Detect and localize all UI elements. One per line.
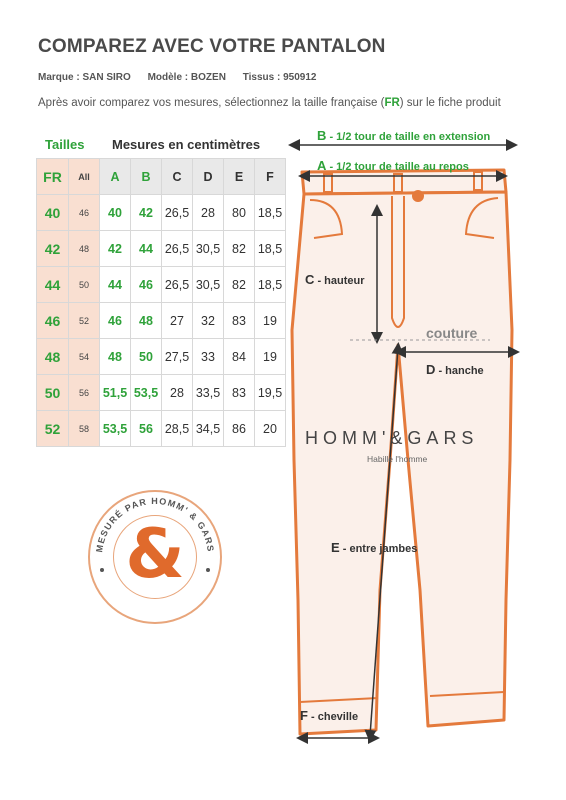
- table-cell: 18,5: [255, 195, 286, 231]
- table-cell: 44: [100, 267, 131, 303]
- fabric-field: Tissus : 950912: [242, 72, 317, 83]
- header-cell: All: [69, 159, 100, 195]
- size-fr-cell: 40: [37, 195, 69, 231]
- table-cell: 82: [224, 231, 255, 267]
- table-cell: 50: [69, 267, 100, 303]
- table-cell: 50: [131, 339, 162, 375]
- page-title: COMPAREZ AVEC VOTRE PANTALON: [38, 36, 386, 57]
- table-cell: 46: [69, 195, 100, 231]
- table-cell: 54: [69, 339, 100, 375]
- table-cell: 28: [193, 195, 224, 231]
- table-cell: 51,5: [100, 375, 131, 411]
- stamp-ring-text: [88, 490, 222, 624]
- table-cell: 46: [131, 267, 162, 303]
- table-cell: 32: [193, 303, 224, 339]
- table-cell: 58: [69, 411, 100, 447]
- table-row: [37, 411, 286, 447]
- table-row: [37, 303, 286, 339]
- table-cell: 33: [193, 339, 224, 375]
- table-cell: 52: [69, 303, 100, 339]
- table-cell: 53,5: [131, 375, 162, 411]
- label-f: F - cheville: [300, 708, 359, 723]
- header-cell: F: [255, 159, 286, 195]
- table-cell: 83: [224, 375, 255, 411]
- table-cell: 53,5: [100, 411, 131, 447]
- table-cell: 33,5: [193, 375, 224, 411]
- header-cell: C: [162, 159, 193, 195]
- size-fr-cell: 52: [37, 411, 69, 447]
- table-cell: 18,5: [255, 231, 286, 267]
- intro-before: Après avoir comparez vos mesures, sélectionnez la taille française (: [38, 97, 385, 109]
- table-cell: 48: [69, 231, 100, 267]
- table-cell: 28: [162, 375, 193, 411]
- table-cell: 19: [255, 339, 286, 375]
- size-fr-cell: 46: [37, 303, 69, 339]
- table-cell: 46: [100, 303, 131, 339]
- header-cell: D: [193, 159, 224, 195]
- table-cell: 27,5: [162, 339, 193, 375]
- table-row: [37, 195, 286, 231]
- brand-field: Marque : SAN SIRO: [38, 72, 131, 83]
- measures-label: Mesures en centimètres: [112, 137, 261, 152]
- size-fr-cell: 44: [37, 267, 69, 303]
- table-row: [37, 375, 286, 411]
- table-cell: 84: [224, 339, 255, 375]
- table-row: [37, 267, 286, 303]
- label-couture: couture: [426, 325, 478, 341]
- product-meta: [38, 72, 330, 83]
- label-c: C - hauteur: [305, 272, 365, 287]
- brand-tagline: Habille l'homme: [367, 454, 428, 464]
- table-row: [37, 231, 286, 267]
- label-b: B - 1/2 tour de taille en extension: [317, 128, 491, 143]
- size-table: [36, 158, 286, 447]
- table-cell: 30,5: [193, 267, 224, 303]
- header-cell: E: [224, 159, 255, 195]
- intro-text: [38, 97, 501, 109]
- table-cell: 26,5: [162, 267, 193, 303]
- label-e: E - entre jambes: [331, 540, 418, 555]
- table-cell: 42: [100, 231, 131, 267]
- table-cell: 19,5: [255, 375, 286, 411]
- svg-text:MESURÉ PAR HOMM' & GARS: [94, 496, 216, 553]
- table-cell: 26,5: [162, 195, 193, 231]
- table-cell: 80: [224, 195, 255, 231]
- button-icon: [412, 190, 424, 202]
- table-cell: 48: [100, 339, 131, 375]
- table-cell: 28,5: [162, 411, 193, 447]
- sizes-label: Tailles: [45, 137, 85, 152]
- table-cell: 42: [131, 195, 162, 231]
- pants-outline: [292, 170, 512, 734]
- size-fr-cell: 48: [37, 339, 69, 375]
- header-cell: B: [131, 159, 162, 195]
- size-fr-cell: 42: [37, 231, 69, 267]
- table-cell: 19: [255, 303, 286, 339]
- pants-diagram: [280, 130, 550, 770]
- header-cell: FR: [37, 159, 69, 195]
- table-cell: 30,5: [193, 231, 224, 267]
- table-row: [37, 339, 286, 375]
- header-cell: A: [100, 159, 131, 195]
- brand-logo: HOMM'&GARS: [305, 428, 479, 448]
- table-cell: 27: [162, 303, 193, 339]
- table-cell: 44: [131, 231, 162, 267]
- table-cell: 40: [100, 195, 131, 231]
- size-fr-cell: 50: [37, 375, 69, 411]
- table-cell: 82: [224, 267, 255, 303]
- stamp-text: MESURÉ PAR HOMM' & GARS: [94, 495, 216, 554]
- table-cell: 34,5: [193, 411, 224, 447]
- table-header-row: [37, 159, 286, 195]
- table-cell: 86: [224, 411, 255, 447]
- table-cell: 56: [69, 375, 100, 411]
- ampersand-icon: &: [125, 515, 185, 594]
- table-cell: 26,5: [162, 231, 193, 267]
- intro-after: ) sur le fiche produit: [399, 97, 501, 109]
- model-field: Modèle : BOZEN: [147, 72, 226, 83]
- intro-fr: FR: [384, 97, 400, 109]
- table-cell: 20: [255, 411, 286, 447]
- label-d: D - hanche: [426, 362, 484, 377]
- label-a: A - 1/2 tour de taille au repos: [317, 158, 469, 173]
- table-cell: 83: [224, 303, 255, 339]
- table-cell: 48: [131, 303, 162, 339]
- table-cell: 56: [131, 411, 162, 447]
- table-cell: 18,5: [255, 267, 286, 303]
